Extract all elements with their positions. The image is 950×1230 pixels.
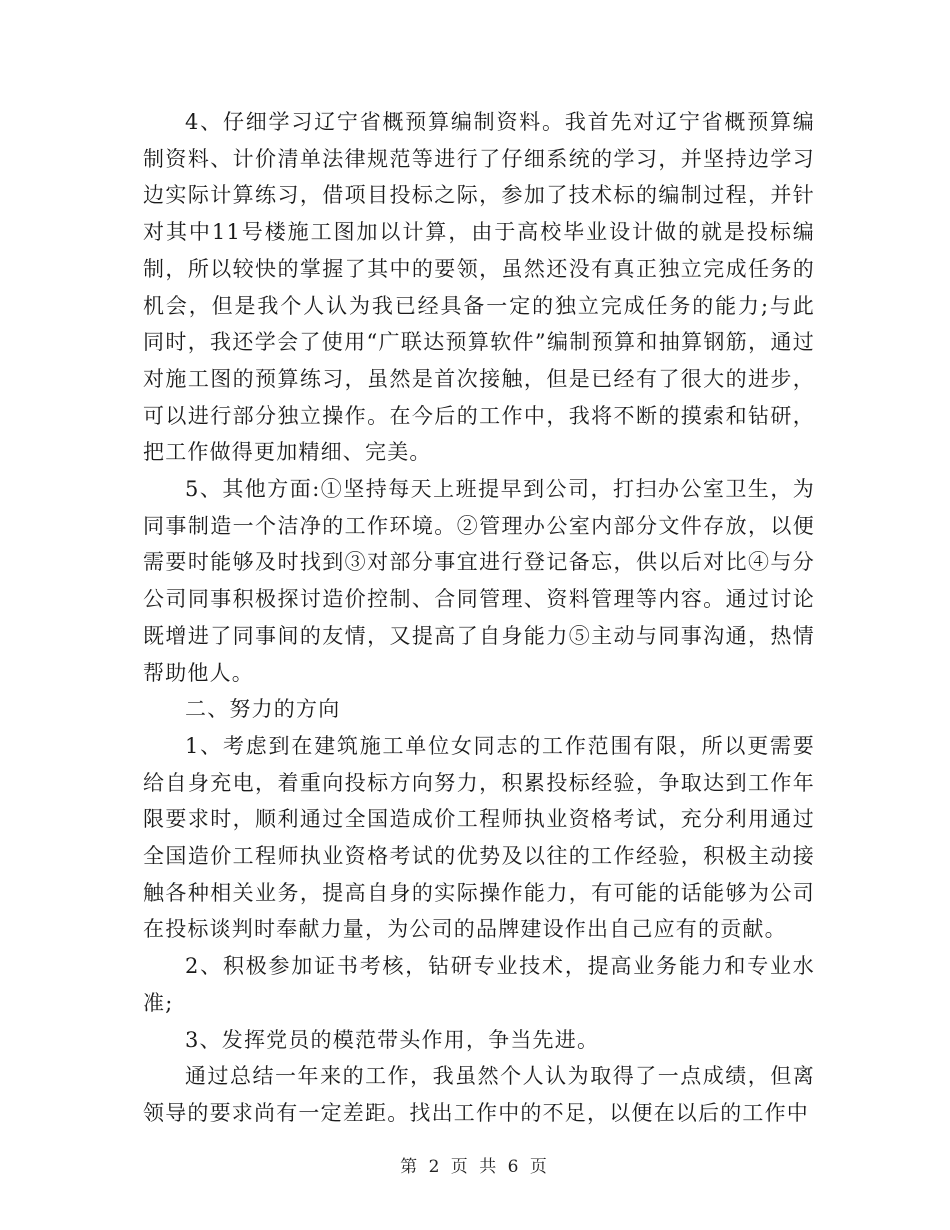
paragraph-direction-1: 1、考虑到在建筑施工单位女同志的工作范围有限，所以更需要给自身充电，着重向投标方向努力，积累投标经验，争取达到工作年限要求时，顺利通过全国造成价工程师执业资格考试，充分利用通过全国造价工程师执业资格考试的优势及以往的工作经验，积极主动接触各种相关业务，提高自身的实际操作能力，有可能的话能够为公司在投标谈判时奉献力量，为公司的品牌建设作出自己应有的贡献。 — [143, 733, 815, 942]
paragraph-direction-3: 3、发挥党员的模范带头作用，争当先进。 — [185, 1027, 600, 1052]
section-heading-direction: 二、努力的方向 — [185, 697, 341, 722]
page-number-footer: 第 2 页 共 6 页 — [400, 1157, 550, 1177]
document-body — [143, 104, 815, 1132]
paragraph-summary: 通过总结一年来的工作，我虽然个人认为取得了一点成绩，但离领导的要求尚有一定差距。找出工作中的不足，以便在以后的工作中 — [143, 1064, 815, 1125]
paragraph-estimate-study: 4、仔细学习辽宁省概预算编制资料。我首先对辽宁省概预算编制资料、计价清单法律规范等进行了仔细系统的学习，并坚持边学习边实际计算练习，借项目投标之际，参加了技术标的编制过程，并针对其中11号楼施工图加以计算，由于高校毕业设计做的就是投标编制，所以较快的掌握了其中的要领，虽然还没有真正独立完成任务的机会，但是我个人认为我已经具备一定的独立完成任务的能力;与此同时，我还学会了使用“广联达预算软件”编制预算和抽算钢筋，通过对施工图的预算练习，虽然是首次接触，但是已经有了很大的进步，可以进行部分独立操作。在今后的工作中，我将不断的摸索和钻研，把工作做得更加精细、完美。 — [143, 110, 815, 465]
paragraph-direction-2: 2、积极参加证书考核，钻研专业技术，提高业务能力和专业水准; — [143, 954, 815, 1015]
paragraph-other-aspects: 5、其他方面:①坚持每天上班提早到公司，打扫办公室卫生，为同事制造一个洁净的工作环境。②管理办公室内部分文件存放，以便需要时能够及时找到③对部分事宜进行登记备忘，供以后对比④与分公司同事积极探讨造价控制、合同管理、资料管理等内容。通过讨论既增进了同事间的友情，又提高了自身能力⑤主动与同事沟通，热情帮助他人。 — [143, 477, 815, 685]
